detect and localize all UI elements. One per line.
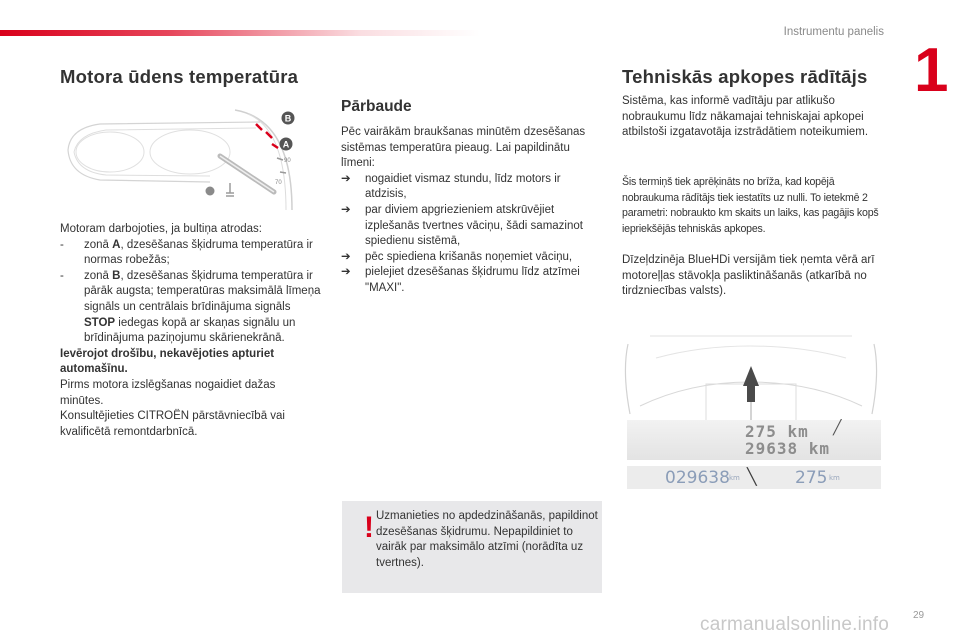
service-indicator-title: Tehniskās apkopes rādītājs bbox=[622, 66, 868, 87]
bullet-icon: ➔ bbox=[341, 203, 351, 216]
chapter-number: 1 bbox=[914, 36, 949, 105]
service-unit: km bbox=[829, 474, 840, 482]
service-p1: Sistēma, kas informē vadītāju par atlikušo nobraukumu līdz nākamajai tehniskajai apkopei atbilstoši izgatavotāja izstrādātiem noteikumiem. bbox=[622, 95, 869, 139]
gauge-tick-70: 70 bbox=[275, 180, 282, 186]
zone-a-item bbox=[60, 238, 322, 269]
service-p3: Dīzeļdzinēja BlueHDi versijām tiek ņemta vērā arī motoreļļas stāvokļa pasliktināšanās (atkarībā no tirdzniecības valsts). bbox=[622, 254, 875, 298]
check-step bbox=[341, 172, 603, 203]
list-marker: - bbox=[60, 269, 64, 282]
instrument-cluster-illustration bbox=[620, 332, 882, 422]
zone-b-item bbox=[60, 269, 322, 347]
wrench-icon: ╲ bbox=[747, 467, 757, 486]
zone-text: , dzesēšanas šķidruma temperatūra ir normas robežās; bbox=[84, 238, 313, 267]
check-body bbox=[341, 125, 603, 297]
service-display-matrix bbox=[627, 466, 881, 489]
coolant-temp-title: Motora ūdens temperatūra bbox=[60, 66, 299, 87]
bullet-icon: ➔ bbox=[341, 250, 351, 263]
burn-warning-box bbox=[342, 501, 602, 593]
burn-warning-text: Uzmanieties no apdedzināšanās, papildinot dzesēšanas šķidrumu. Nepapildiniet to vairāk par maksimālo atzīmi (norādīta uz tvertnes). bbox=[376, 510, 598, 569]
bullet-icon: ➔ bbox=[341, 266, 351, 279]
odometer-value: 029638 bbox=[665, 468, 730, 488]
bullet-icon: ➔ bbox=[341, 172, 351, 185]
section-title: Instrumentu panelis bbox=[783, 26, 884, 38]
zone-text-1: , dzesēšanas šķidruma temperatūra ir pārāk augsta; temperatūras maksimālā līmeņa signāls un centrālais brīdinājuma signāls bbox=[84, 269, 321, 313]
service-remaining: 275 km bbox=[745, 422, 809, 441]
odometer-total: 29638 km bbox=[745, 439, 831, 458]
check-step bbox=[341, 265, 603, 296]
stop-label: STOP bbox=[84, 316, 116, 329]
check-step-text: nogaidiet vismaz stundu, līdz motors ir atdzisis, bbox=[365, 172, 561, 201]
gauge-intro: Motoram darbojoties, ja bultiņa atrodas: bbox=[60, 223, 262, 235]
zone-letter: B bbox=[112, 269, 121, 282]
check-step bbox=[341, 203, 603, 250]
gauge-tick-90: 90 bbox=[284, 158, 291, 164]
warning-icon: ! bbox=[364, 511, 374, 544]
page-number: 29 bbox=[913, 610, 925, 621]
service-value: 275 bbox=[795, 468, 828, 488]
odometer-unit: km bbox=[729, 474, 740, 482]
safety-warning: Ievērojot drošību, nekavējoties apturiet automašīnu. bbox=[60, 347, 275, 376]
wrench-icon: ╱ bbox=[833, 420, 842, 436]
check-step bbox=[341, 250, 603, 266]
zone-letter: A bbox=[112, 238, 121, 251]
coolant-temp-body bbox=[60, 222, 322, 440]
zone-prefix: zonā bbox=[84, 269, 113, 282]
zone-text-2: iedegas kopā ar skaņas signālu un brīdinājuma paziņojumu skārienekrānā. bbox=[84, 316, 296, 345]
check-step-text: par diviem apgriezieniem atskrūvējiet izplešanās tvertnes vāciņu, šādi samazinot spiedienu sistēmā, bbox=[365, 203, 583, 248]
list-marker: - bbox=[60, 238, 64, 251]
zone-prefix: zonā bbox=[84, 238, 113, 251]
zone-b-badge-label: B bbox=[284, 113, 292, 124]
header-accent-bar bbox=[0, 30, 480, 36]
check-title: Pārbaude bbox=[341, 98, 412, 115]
check-intro: Pēc vairākām braukšanas minūtēm dzesēšanas sistēmas temperatūra pieaug. Lai papildinātu līmeni: bbox=[341, 126, 586, 170]
service-p2: Šis termiņš tiek aprēķināts no brīža, kad kopējā nobraukuma rādītājs tiek iestatīts uz nulli. To ietekmē 2 parametri: nobraukto km skaits un laiks, kas pagājis kopš iepriekšējās tehniskās apkopes. bbox=[622, 176, 879, 235]
zone-a-badge-label: A bbox=[282, 139, 290, 150]
coolant-gauge-illustration bbox=[60, 100, 315, 212]
dealer-advice: Konsultējieties CITROËN pārstāvniecībā vai kvalificētā remontdarbnīcā. bbox=[60, 410, 285, 438]
check-step-text: pēc spiediena krišanās noņemiet vāciņu, bbox=[365, 250, 573, 263]
check-step-text: pielejiet dzesēšanas šķidrumu līdz atzīmei "MAXI". bbox=[365, 266, 580, 294]
wait-instruction: Pirms motora izslēgšanas nogaidiet dažas minūtes. bbox=[60, 378, 276, 407]
service-display-digital bbox=[627, 420, 881, 460]
watermark: carmanualsonline.info bbox=[700, 614, 890, 635]
